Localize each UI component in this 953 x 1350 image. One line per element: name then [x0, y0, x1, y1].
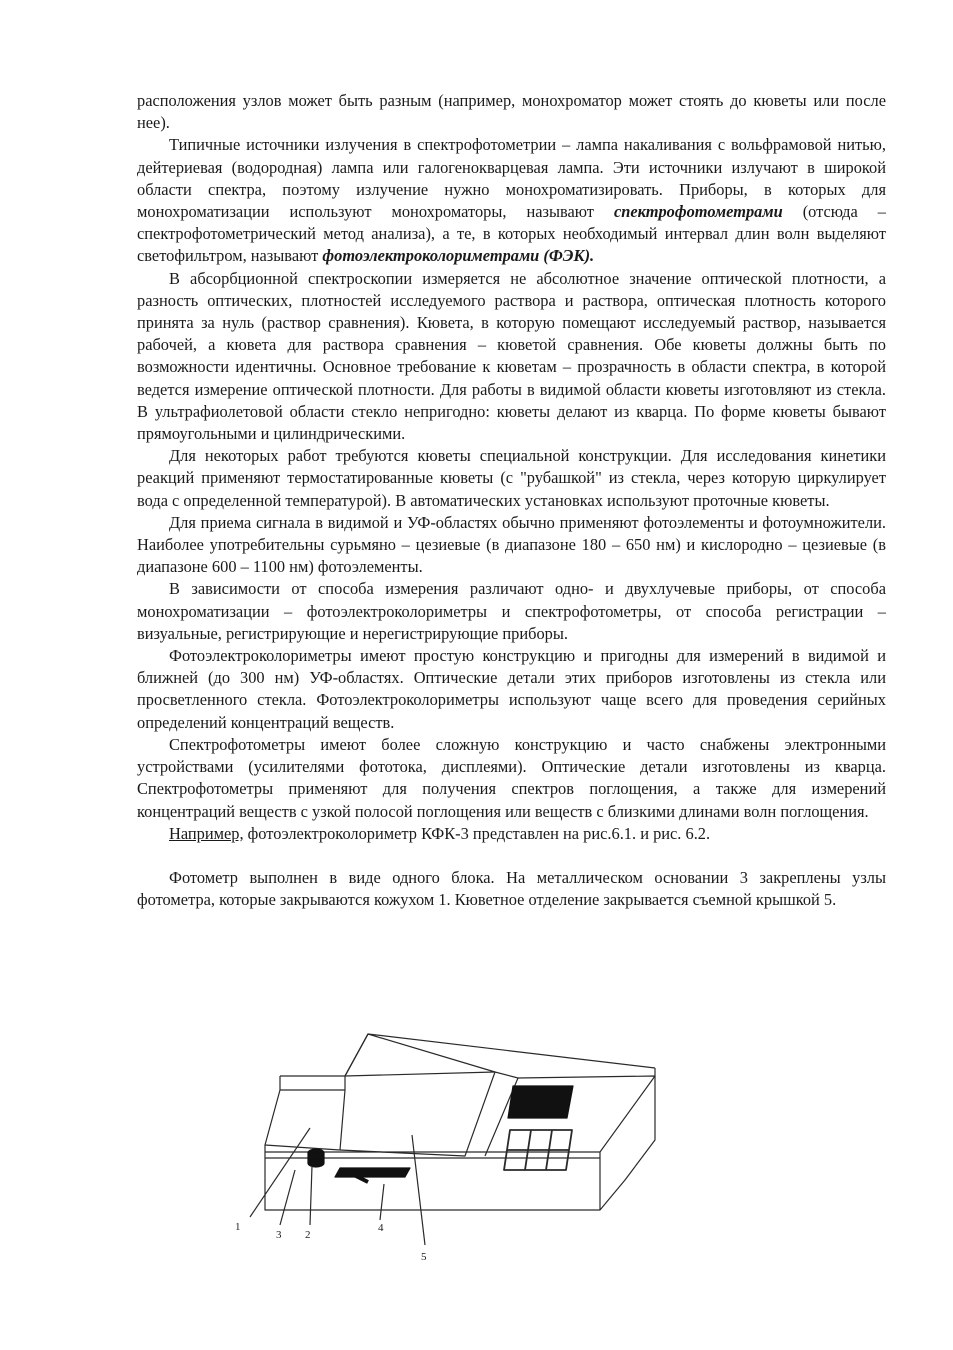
base-top-line [265, 1145, 340, 1150]
paragraph [137, 90, 886, 134]
leader-line-3 [280, 1170, 295, 1225]
text-run: Фотометр выполнен в виде одного блока. На металлическом основании 3 закреплены узлы фотометра, которые закрываются кожухом 1. Кюветное отделение закрывается съемной крышкой 5. [137, 867, 886, 910]
lid-edge [345, 1034, 368, 1076]
paragraph [137, 134, 886, 267]
cover-divider [340, 1090, 345, 1150]
text-run: (отсюда – спектрофотометрический метод анализа), а те, в которых необходимый интервал длин волн выделяют светофильтром, называют [137, 202, 886, 266]
text-run: Спектрофотометры имеют более сложную конструкцию и часто снабжены электронными устройствами (усилителями фототока, дисплеями). Оптические детали изготовлены из кварца. Спектрофотометры применяют для получения спектров поглощения, а также для измерений концентраций веществ с узкой полосой поглощения или веществ с близкими длинами волн поглощения. [137, 734, 886, 821]
text-run: фотоэлектроколориметр КФК-3 представлен на рис.6.1. и рис. 6.2. [243, 823, 711, 843]
paragraph [137, 645, 886, 734]
text-run: Для приема сигнала в видимой и УФ-областях обычно применяют фотоэлементы и фотоумножители. Наиболее употребительны сурьмяно – цезиевые (в диапазоне 180 – 650 нм) и кислородно – цезиевые (в диапазоне 600 – 1100 нм) фотоэлементы. [137, 512, 886, 577]
lid-top-edge [345, 1072, 495, 1076]
paragraph [137, 578, 886, 645]
leader-line-2 [310, 1166, 312, 1225]
paragraph [137, 268, 886, 446]
callout-5: 5 [421, 1251, 427, 1263]
display-icon [508, 1086, 573, 1118]
paragraph [137, 445, 886, 512]
callout-4: 4 [378, 1222, 384, 1234]
cover-front-edge [280, 1076, 345, 1090]
leader-line-1 [250, 1128, 310, 1217]
cover-top-line [280, 1034, 655, 1076]
paragraph [137, 823, 886, 845]
paragraph [137, 512, 886, 579]
paragraph [137, 734, 886, 823]
keypad-icon [504, 1130, 572, 1170]
term-emphasis: фотоэлектроколориметрами (ФЭК). [322, 246, 595, 266]
photometer-figure [200, 1020, 680, 1280]
text-run: Типичные источники излучения в спектрофотометрии – лампа накаливания с вольфрамовой нитью, дейтериевая (водородная) лампа или галогенокварцевая лампа. Эти источники излучают в широкой области спектра, поэтому излучение нужно монохроматизировать. Приборы, в которых для монохроматизации используют монохроматоры, называют [137, 135, 886, 222]
photometer-drawing [200, 1020, 680, 1280]
text-run: расположения узлов может быть разным (например, монохроматор может стоять до кюветы или после нее). [137, 91, 886, 133]
text-run: В зависимости от способа измерения различают одно- и двухлучевые приборы, от способа монохроматизации – фотоэлектроколориметры и спектрофотометры, от способа регистрации – визуальные, регистрирующие и нерегистрирующие приборы. [137, 579, 886, 643]
cuvette-lid [340, 1034, 495, 1156]
housing-outline [265, 1068, 655, 1210]
callout-3: 3 [276, 1229, 282, 1241]
term-emphasis: спектрофотометрами [613, 202, 783, 222]
underlined-text: Например, [169, 823, 244, 843]
knob-icon [308, 1149, 324, 1167]
paragraph [137, 867, 886, 911]
callout-2: 2 [305, 1229, 311, 1241]
callout-1: 1 [235, 1221, 241, 1233]
text-run: В абсорбционной спектроскопии измеряется не абсолютное значение оптической плотности, а разность оптических, плотностей исследуемого раствора и раствора, оптическая плотность которого принята за нуль (раствор сравнения). Кювета, в которую помещают исследуемый раствор, называется рабочей, а кювета для раствора сравнения – кюветой сравнения. Обе кюветы должны быть по возможности идентичны. Основное требование к кюветам – прозрачность в области спектра, в которой ведется измерение оптической плотности. Для работы в видимой области кюветы изготовляют из стекла. В ультрафиолетовой области стекло непригодно: кюветы делают из кварца. По форме кюветы бывают прямоугольными и цилиндрическими. [137, 268, 886, 444]
text-run: Фотоэлектроколориметры имеют простую конструкцию и пригодны для измерений в видимой и ближней (до 300 нм) УФ-областях. Оптические детали этих приборов изготовлены из стекла или просветленного стекла. Фотоэлектроколориметры используют чаще всего для проведения серийных определений концентраций веществ. [137, 646, 886, 732]
slider-slot-icon [335, 1168, 410, 1182]
body-text [137, 90, 886, 911]
leader-line-4 [380, 1184, 384, 1220]
text-run: Для некоторых работ требуются кюветы специальной конструкции. Для исследования кинетики реакций применяют термостатированные кюветы (с "рубашкой" из стекла, через которую циркулирует вода с определенной температурой). В автоматических установках используют проточные кюветы. [137, 446, 886, 510]
